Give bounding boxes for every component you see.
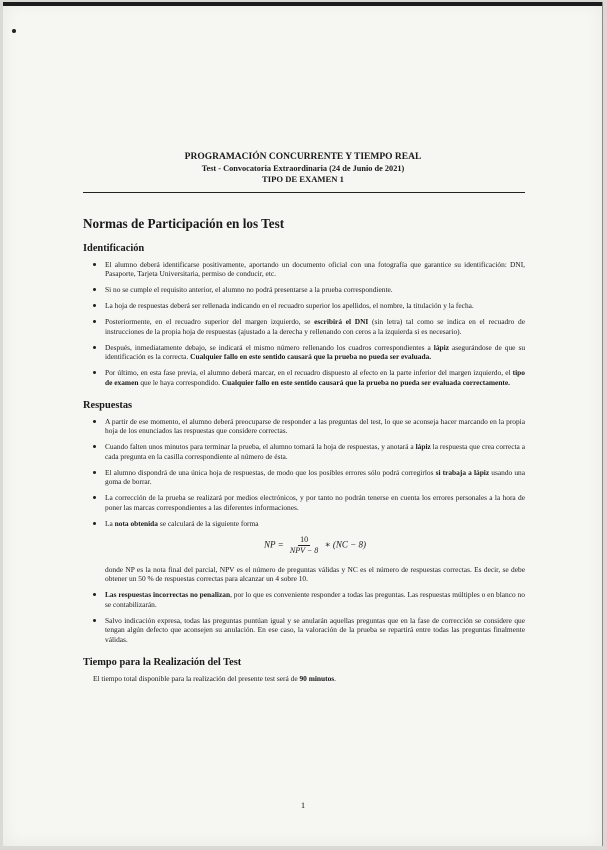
- section-title-tiempo: Tiempo para la Realización del Test: [83, 657, 242, 669]
- list-item: El alumno dispondrá de una única hoja de respuestas, de modo que los posibles errores sólo podrá corregirlos si trabaja a lápiz usando una goma de borrar.: [83, 468, 525, 487]
- list-item: Después, inmediatamente debajo, se indicará el mismo número rellenando los cuadros correspondientes a lápiz asegurándose de que su identificación es la correcta. Cualquier fallo en este sentido causará que la prueba no pueda ser evaluada.: [83, 343, 525, 362]
- identificacion-list: [83, 260, 525, 387]
- formula-rhs: ∗ (NC − 8): [324, 539, 366, 550]
- list-item: La corrección de la prueba se realizará por medios electrónicos, y por tanto no podrán tenerse en cuenta los errores personales a la hora de poner las marcas correspondientes a las diferentes informaciones.: [83, 493, 525, 512]
- document-body: [83, 216, 525, 684]
- exam-session: Test - Convocatoria Extraordinaria (24 de Junio de 2021): [201, 164, 405, 173]
- formula-denominator: NPV − 8: [289, 546, 319, 556]
- bullet-icon: [93, 304, 96, 307]
- list-item: Salvo indicación expresa, todas las preguntas puntúan igual y se anularán aquellas preguntas que en la fase de corrección se considere que tengan algún defecto que aconsejen su anulación. En ese caso, la valoración de la prueba se repartirá entre todas las preguntas finalmente válidas.: [83, 616, 525, 644]
- scan-speck: [12, 29, 16, 33]
- header-divider: [83, 192, 525, 193]
- bullet-icon: [93, 619, 96, 622]
- formula-lhs: NP =: [264, 539, 284, 550]
- list-item: Cuando falten unos minutos para terminar la prueba, el alumno tomará la hoja de respuestas, y anotará a lápiz la respuesta que crea correcta a cada pregunta en la casilla correspondiente al número de ésta.: [83, 442, 525, 461]
- formula-numerator: 10: [300, 535, 309, 545]
- bullet-icon: [93, 496, 96, 499]
- bullet-icon: [93, 288, 96, 291]
- bullet-icon: [93, 471, 96, 474]
- document-page: [3, 2, 603, 846]
- grade-formula: [83, 535, 525, 556]
- list-item: A partir de ese momento, el alumno deberá preocuparse de responder a las preguntas del test, lo que se aconseja hacer marcando en la propia hoja de los enunciados las respuestas que considere correctas.: [83, 417, 525, 436]
- formula-explanation: donde NP es la nota final del parcial, NPV es el número de preguntas válidas y NC es el número de respuestas correctas. Es decir, se debe obtener un 50 % de respuestas correctas para alcanzar un 4 sobre 10.: [105, 565, 525, 584]
- list-item: Si no se cumple el requisito anterior, el alumno no podrá presentarse a la prueba correspondiente.: [83, 285, 525, 294]
- exam-header: [83, 152, 523, 185]
- bullet-icon: [93, 593, 96, 596]
- page-number: 1: [300, 800, 306, 810]
- bullet-icon: [93, 420, 96, 423]
- bullet-icon: [93, 445, 96, 448]
- bullet-icon: [93, 522, 96, 525]
- time-paragraph: El tiempo total disponible para la realización del presente test será de 90 minutos.: [93, 674, 337, 684]
- list-item: El alumno deberá identificarse positivamente, aportando un documento oficial con una fotografía que garantice su identificación: DNI, Pasaporte, Tarjeta Universitaria, permiso de conducir, etc.: [83, 260, 525, 279]
- list-item: Las respuestas incorrectas no penalizan, por lo que es conveniente responder a todas las preguntas. Las respuestas múltiples o en blanco no se contabilizarán.: [83, 590, 525, 609]
- bullet-icon: [93, 371, 96, 374]
- scan-top-border: [3, 2, 603, 6]
- bullet-icon: [93, 263, 96, 266]
- section-title-identificacion: Identificación: [83, 243, 145, 254]
- scan-right-edge: [602, 2, 603, 846]
- bullet-icon: [93, 320, 96, 323]
- list-item: La hoja de respuestas deberá ser rellenada indicando en el recuadro superior los apellidos, el nombre, la titulación y la fecha.: [83, 301, 525, 310]
- respuestas-list-2: [83, 590, 525, 644]
- section-title-respuestas: Respuestas: [83, 400, 133, 412]
- list-item: Posteriormente, en el recuadro superior del margen izquierdo, se escribirá el DNI (sin letra) tal como se indica en el recuadro de instrucciones de la propia hoja de respuestas (ajustado a la derecha y rellenando con ceros a la izquierda si es necesario).: [83, 317, 525, 336]
- list-item: Por último, en esta fase previa, el alumno deberá marcar, en el recuadro dispuesto al efecto en la parte inferior del margen izquierdo, el tipo de examen que le haya correspondido. Cualquier fallo en este sentido causará que la prueba no pueda ser evaluada correctamente.: [83, 368, 525, 387]
- course-title: PROGRAMACIÓN CONCURRENTE Y TIEMPO REAL: [184, 152, 422, 162]
- formula-fraction: [288, 535, 320, 556]
- respuestas-list: [83, 417, 525, 528]
- bullet-icon: [93, 346, 96, 349]
- list-item: La nota obtenida se calculará de la siguiente forma: [83, 519, 525, 528]
- exam-type: TIPO DE EXAMEN 1: [262, 174, 344, 184]
- document-title: Normas de Participación en los Test: [83, 216, 285, 231]
